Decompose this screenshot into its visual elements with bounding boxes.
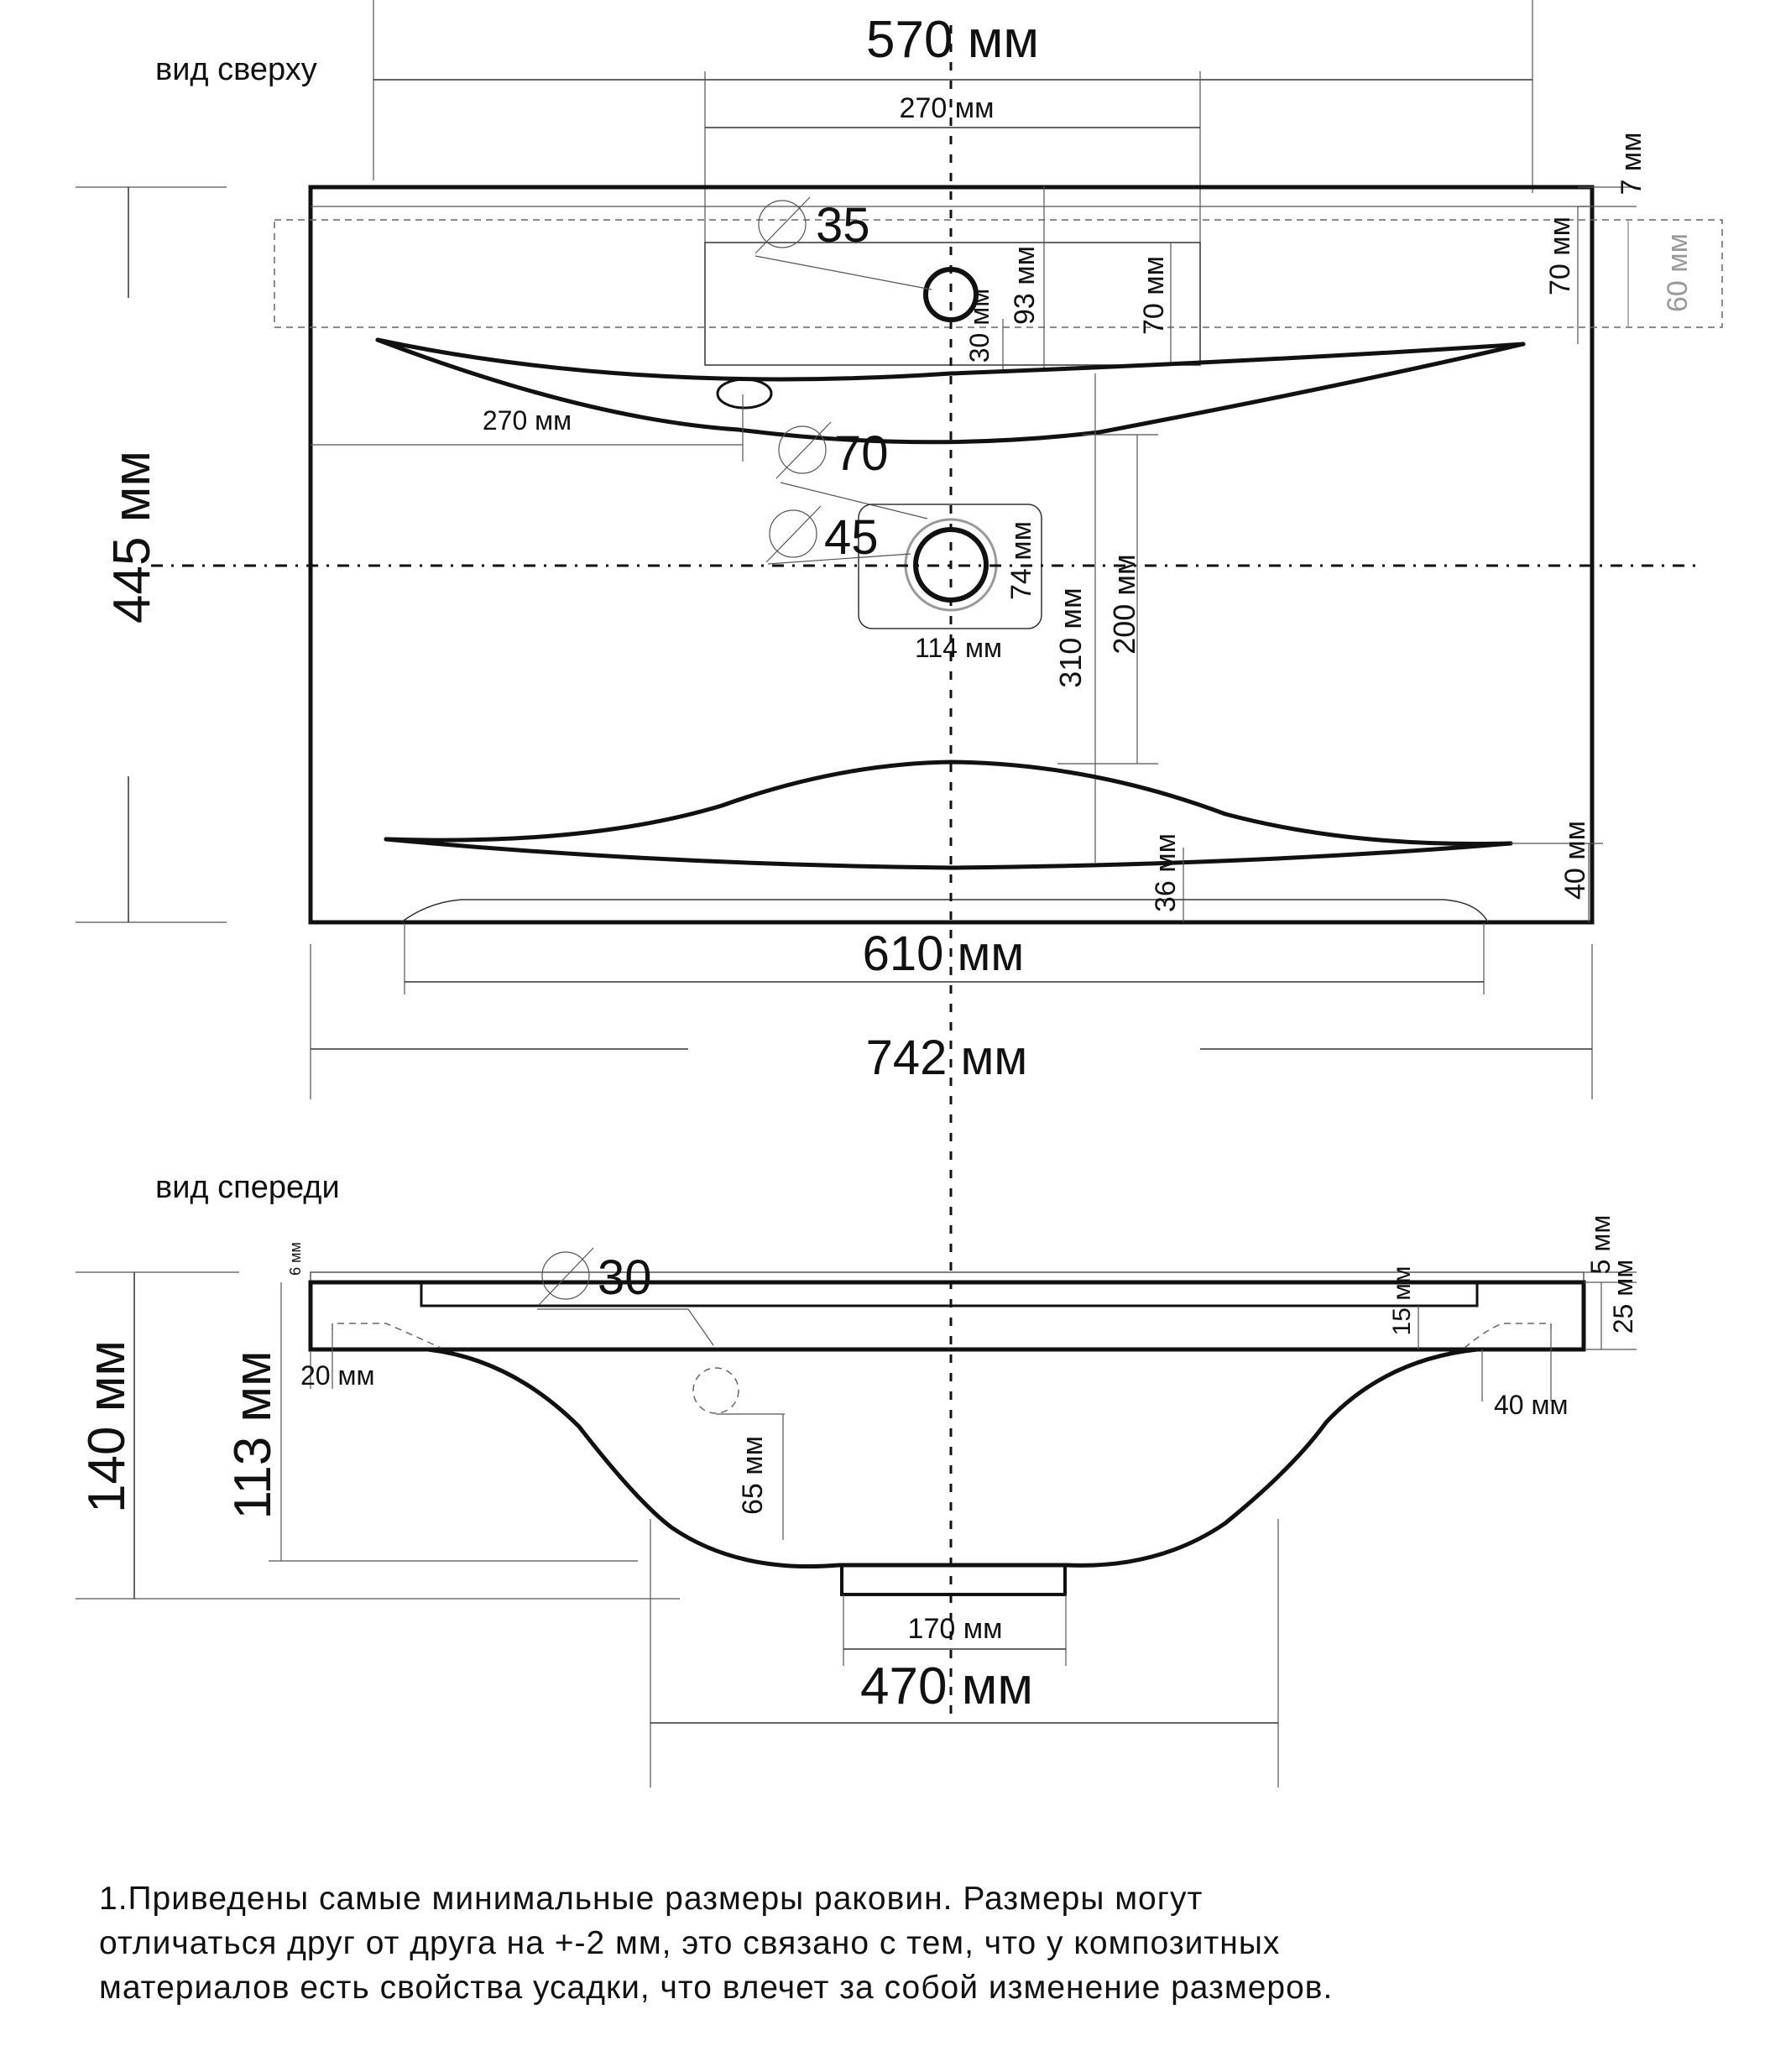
drain-stub [842,1565,1065,1594]
bowl-front-curve-lower [386,839,1511,868]
dim-742-label: 742 мм [865,1031,1028,1085]
left-dashed-profile [332,1323,441,1348]
diameter-slash-45 [766,506,821,562]
dim-40-front-label: 40 мм [1494,1390,1569,1420]
front-view [76,1170,1638,1788]
dim-36-label: 36 мм [1150,832,1182,913]
dim-270-top-label: 270 мм [899,92,995,124]
dim-5-label: 5 мм [1585,1214,1616,1275]
bowl-profile [428,1349,1477,1567]
overflow-dashed [693,1368,739,1413]
dim-470-label: 470 мм [860,1657,1033,1715]
dim-74-label: 74 мм [1005,520,1037,601]
note-line-1: 1.Приведены самые минимальные размеры раковин. Размеры могут [99,1881,1203,1917]
dim-445-label: 445 мм [103,451,161,624]
dia-35-label: 35 [816,198,870,253]
dim-310-label: 310 мм [1053,587,1088,688]
dim-6-label: 6 мм [287,1242,304,1276]
top-view-label: вид сверху [155,52,317,87]
right-dashed-profile [1465,1323,1551,1348]
overflow-hole [718,379,771,408]
dim-570-label: 570 мм [866,11,1039,69]
dim-30-label: 30 мм [964,288,995,363]
dia-70-label: 70 [834,426,889,481]
dim-200-label: 200 мм [1107,554,1141,655]
front-lip [401,900,1488,922]
bowl-front-curve-upper [386,762,1511,844]
diameter-slash-30 [539,1248,593,1305]
dim-93-label: 93 мм [1009,245,1041,326]
top-view [76,0,1722,1099]
dim-25-label: 25 мм [1608,1259,1638,1334]
dim-70-right-label: 70 мм [1544,216,1576,296]
front-view-label: вид спереди [155,1170,340,1205]
dim-20-label: 20 мм [300,1360,375,1391]
dimension-note [99,1876,1736,2010]
basin-outline-top [311,187,1592,922]
leader-35 [755,256,932,290]
dim-113-label: 113 мм [224,1350,282,1520]
dim-40-top-label: 40 мм [1559,820,1591,900]
dim-60-label: 60 мм [1662,232,1694,313]
note-line-3: материалов есть свойства усадки, что влечет за собой изменение размеров. [99,1970,1334,2006]
dim-140-label: 140 мм [78,1340,136,1513]
dim-170-label: 170 мм [907,1613,1003,1645]
note-line-2: отличаться друг от друга на +-2 мм, это связано с тем, что у композитных [99,1925,1281,1961]
wall-zone-dashed [274,220,1722,327]
dim-70-tap-label: 70 мм [1138,255,1170,336]
dim-610-label: 610 мм [862,926,1025,981]
diameter-slash-70 [776,422,831,478]
dim-270-left-label: 270 мм [482,405,572,436]
diameter-symbol-35 [759,201,806,248]
dim-114-label: 114 мм [915,633,1002,663]
dim-15-label: 15 мм [1388,1266,1416,1336]
dia-30-label: 30 [598,1250,652,1305]
diameter-slash-35 [755,197,810,253]
diameter-symbol-70 [779,426,826,473]
dim-7-label: 7 мм [1616,132,1647,196]
dia-45-label: 45 [824,510,879,565]
leader-30-b [688,1309,713,1345]
dim-65-label: 65 мм [737,1435,769,1516]
